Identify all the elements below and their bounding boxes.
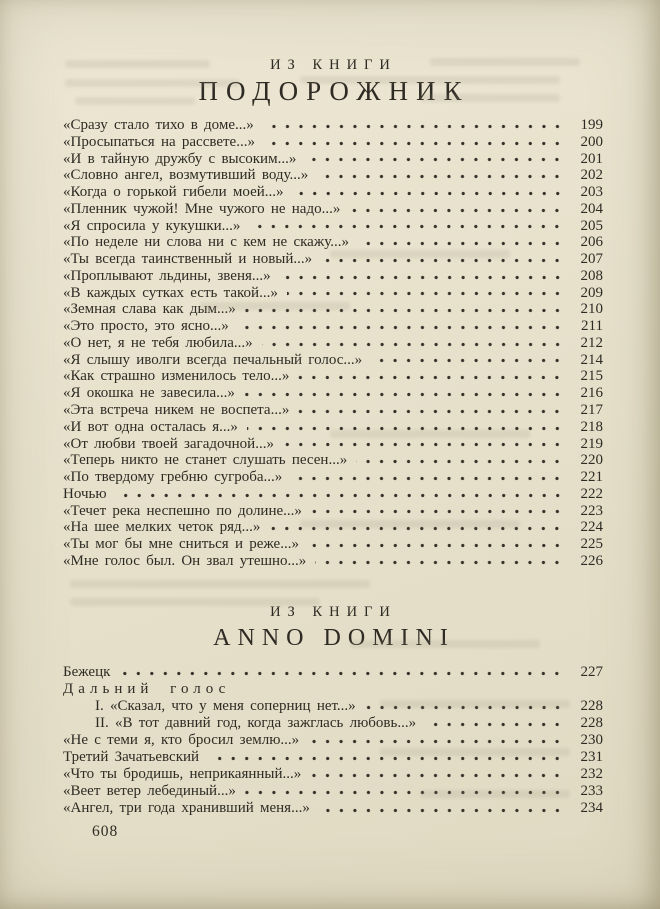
toc-entry-page: 225 bbox=[580, 536, 603, 553]
dot-leader bbox=[311, 503, 566, 520]
toc-row bbox=[63, 519, 603, 536]
dot-leader bbox=[280, 268, 566, 285]
toc-entry-title: II. «В тот давний год, когда зажглась любовь...» bbox=[95, 714, 417, 731]
toc-entry-title: «Сразу стало тихо в доме...» bbox=[63, 117, 254, 133]
toc-entry-title: «Ты всегда таинственный и новый...» bbox=[63, 251, 313, 268]
toc-entry-page: 211 bbox=[581, 318, 603, 335]
toc-entry-title: Бежецк bbox=[63, 663, 111, 680]
toc-entry-title: Ночью bbox=[63, 485, 107, 502]
toc-row bbox=[63, 503, 603, 520]
toc-row bbox=[63, 184, 603, 201]
dot-leader bbox=[365, 698, 566, 715]
toc-row bbox=[63, 167, 603, 184]
dot-leader bbox=[308, 732, 566, 749]
toc-entry-page: 204 bbox=[580, 200, 603, 217]
toc-entry-title: «По твердому гребню сугроба...» bbox=[63, 469, 283, 486]
toc-entry-page: 208 bbox=[580, 267, 603, 284]
toc-entry-page: 234 bbox=[580, 800, 603, 817]
toc-entry-title: «Течет река неспешно по долине...» bbox=[63, 502, 302, 519]
toc-entry-title: «Мне голос был. Он звал утешно...» bbox=[63, 552, 307, 569]
dot-leader bbox=[315, 553, 566, 570]
toc-row bbox=[63, 436, 603, 453]
toc-entry-title: «Просыпаться на рассвете...» bbox=[63, 133, 255, 150]
toc-row bbox=[63, 201, 603, 218]
toc-entry-title: «По неделе ни слова ни с кем не скажу...» bbox=[63, 234, 349, 251]
toc-row bbox=[63, 318, 603, 335]
dot-leader bbox=[263, 117, 566, 134]
dot-leader bbox=[298, 402, 566, 419]
toc-entry-page: 224 bbox=[580, 519, 603, 536]
dot-leader bbox=[293, 184, 566, 201]
toc-row bbox=[63, 698, 603, 715]
toc-row bbox=[63, 352, 603, 369]
toc-entry-page: 209 bbox=[580, 284, 603, 301]
dot-leader bbox=[287, 285, 566, 302]
toc-row bbox=[63, 800, 603, 817]
dot-leader bbox=[356, 452, 566, 469]
toc-entry-page: 230 bbox=[580, 732, 603, 749]
dot-leader bbox=[371, 352, 566, 369]
dot-leader bbox=[308, 536, 566, 553]
toc-section-podorozhnik bbox=[0, 57, 660, 570]
toc-entry-page: 210 bbox=[580, 301, 603, 318]
toc-entry-title: «Не с теми я, кто бросил землю...» bbox=[63, 732, 300, 749]
toc-entry-title: I. «Сказал, что у меня соперниц нет...» bbox=[95, 697, 356, 714]
toc-row bbox=[63, 419, 603, 436]
toc-row bbox=[63, 385, 603, 402]
dot-leader bbox=[317, 167, 566, 184]
toc-list bbox=[0, 664, 660, 818]
toc-row bbox=[63, 134, 603, 151]
toc-entry-page: 202 bbox=[580, 167, 603, 184]
toc-entry-title: «И вот одна осталась я...» bbox=[63, 418, 238, 435]
toc-row bbox=[63, 218, 603, 235]
toc-entry-title: «От любви твоей загадочной...» bbox=[63, 435, 274, 452]
toc-entry-page: 199 bbox=[580, 117, 603, 133]
toc-row bbox=[63, 301, 603, 318]
toc-row bbox=[63, 234, 603, 251]
toc-entry-page: 226 bbox=[580, 552, 603, 569]
toc-entry-title: «Веет ветер лебединый...» bbox=[63, 783, 236, 800]
toc-entry-page: 200 bbox=[580, 133, 603, 150]
dot-leader bbox=[310, 766, 566, 783]
dot-leader bbox=[245, 783, 566, 800]
dot-leader bbox=[305, 151, 566, 168]
toc-entry-title: «Что ты бродишь, неприкаянный...» bbox=[63, 766, 302, 783]
dot-leader bbox=[283, 436, 566, 453]
dot-leader bbox=[321, 251, 566, 268]
toc-entry-title: «Проплывают льдины, звеня...» bbox=[63, 267, 271, 284]
toc-row bbox=[63, 151, 603, 168]
dot-leader bbox=[269, 519, 566, 536]
dot-leader bbox=[262, 335, 566, 352]
toc-entry-page: 228 bbox=[580, 697, 603, 714]
toc-row bbox=[63, 536, 603, 553]
toc-entry-title: «Эта встреча никем не воспета...» bbox=[63, 402, 290, 419]
toc-row bbox=[63, 335, 603, 352]
toc-entry-title: Третий Зачатьевский bbox=[63, 749, 200, 766]
toc-row bbox=[63, 486, 603, 503]
dot-leader bbox=[298, 368, 566, 385]
section-book-title: ANNO DOMINI bbox=[213, 624, 455, 651]
toc-entry-title: «Словно ангел, возмутивший воду...» bbox=[63, 167, 309, 184]
toc-entry-title: «Я спросила у кукушки...» bbox=[63, 217, 241, 234]
toc-entry-page: 215 bbox=[580, 368, 603, 385]
toc-entry-page: 223 bbox=[580, 502, 603, 519]
dot-leader bbox=[208, 749, 566, 766]
toc-entry-page: 220 bbox=[580, 452, 603, 469]
dot-leader bbox=[116, 486, 566, 503]
dot-leader bbox=[264, 134, 566, 151]
toc-entry-title: «Когда о горькой гибели моей...» bbox=[63, 184, 284, 201]
toc-entry-title: «Земная слава как дым...» bbox=[63, 301, 236, 318]
toc-entry-page: 203 bbox=[580, 184, 603, 201]
toc-row bbox=[63, 553, 603, 570]
bleed-smudge bbox=[70, 580, 370, 588]
toc-row bbox=[63, 664, 603, 681]
toc-entry-page: 228 bbox=[580, 714, 603, 731]
dot-leader bbox=[245, 301, 566, 318]
toc-entry-page: 218 bbox=[580, 418, 603, 435]
toc-entry-page: 216 bbox=[580, 385, 603, 402]
toc-entry-title: «Пленник чужой! Мне чужого не надо...» bbox=[63, 200, 341, 217]
toc-entry-title: «Ангел, три года хранивший меня...» bbox=[63, 800, 310, 817]
dot-leader bbox=[249, 218, 566, 235]
dot-leader bbox=[247, 419, 566, 436]
toc-row bbox=[63, 117, 603, 134]
section-book-title: ПОДОРОЖНИК bbox=[198, 76, 470, 106]
toc-row bbox=[63, 285, 603, 302]
toc-entry-page: 221 bbox=[580, 469, 603, 486]
toc-row bbox=[63, 732, 603, 749]
section-kicker: ИЗ КНИГИ bbox=[270, 603, 397, 620]
toc-section-anno-domini bbox=[0, 604, 660, 818]
dot-leader bbox=[119, 664, 566, 681]
toc-entry-title: Дальний голос bbox=[63, 680, 231, 697]
toc-row bbox=[63, 715, 603, 732]
toc-entry-page: 222 bbox=[580, 485, 603, 502]
dot-leader bbox=[238, 318, 566, 335]
toc-row bbox=[63, 268, 603, 285]
toc-row bbox=[63, 681, 603, 698]
toc-row bbox=[63, 469, 603, 486]
section-kicker: ИЗ КНИГИ bbox=[270, 57, 397, 73]
dot-leader bbox=[291, 469, 566, 486]
toc-entry-title: «Ты мог бы мне сниться и реже...» bbox=[63, 536, 299, 553]
toc-list bbox=[0, 117, 660, 570]
toc-entry-page: 219 bbox=[580, 435, 603, 452]
dot-leader bbox=[358, 234, 566, 251]
dot-leader bbox=[349, 201, 566, 218]
toc-entry-page: 206 bbox=[580, 234, 603, 251]
toc-entry-page: 233 bbox=[580, 783, 603, 800]
dot-leader bbox=[425, 715, 566, 732]
toc-row bbox=[63, 402, 603, 419]
toc-entry-page: 214 bbox=[580, 351, 603, 368]
toc-entry-title: «На шее мелких четок ряд...» bbox=[63, 519, 261, 536]
toc-row bbox=[63, 368, 603, 385]
toc-entry-page: 232 bbox=[580, 766, 603, 783]
toc-entry-page: 231 bbox=[580, 749, 603, 766]
toc-row bbox=[63, 452, 603, 469]
toc-row bbox=[63, 251, 603, 268]
toc-row bbox=[63, 766, 603, 783]
toc-entry-page: 207 bbox=[580, 251, 603, 268]
toc-entry-title: «В каждых сутках есть такой...» bbox=[63, 284, 278, 301]
dot-leader bbox=[319, 800, 566, 817]
toc-entry-title: «Я слышу иволги всегда печальный голос...» bbox=[63, 351, 363, 368]
toc-entry-title: «Как страшно изменилось тело...» bbox=[63, 368, 290, 385]
toc-entry-title: «О нет, я не тебя любила...» bbox=[63, 334, 253, 351]
toc-entry-title: «Теперь никто не станет слушать песен...» bbox=[63, 452, 348, 469]
toc-entry-page: 227 bbox=[580, 663, 603, 680]
toc-row bbox=[63, 783, 603, 800]
dot-leader bbox=[244, 385, 566, 402]
toc-entry-title: «Я окошка не завесила...» bbox=[63, 385, 235, 402]
page-folio-number: 608 bbox=[92, 822, 119, 840]
toc-row bbox=[63, 749, 603, 766]
toc-entry-title: «Это просто, это ясно...» bbox=[63, 318, 229, 335]
toc-entry-title: «И в тайную дружбу с высоким...» bbox=[63, 150, 297, 167]
toc-entry-page: 205 bbox=[580, 217, 603, 234]
toc-entry-page: 201 bbox=[580, 150, 603, 167]
toc-entry-page: 212 bbox=[580, 334, 603, 351]
toc-entry-page: 217 bbox=[580, 402, 603, 419]
